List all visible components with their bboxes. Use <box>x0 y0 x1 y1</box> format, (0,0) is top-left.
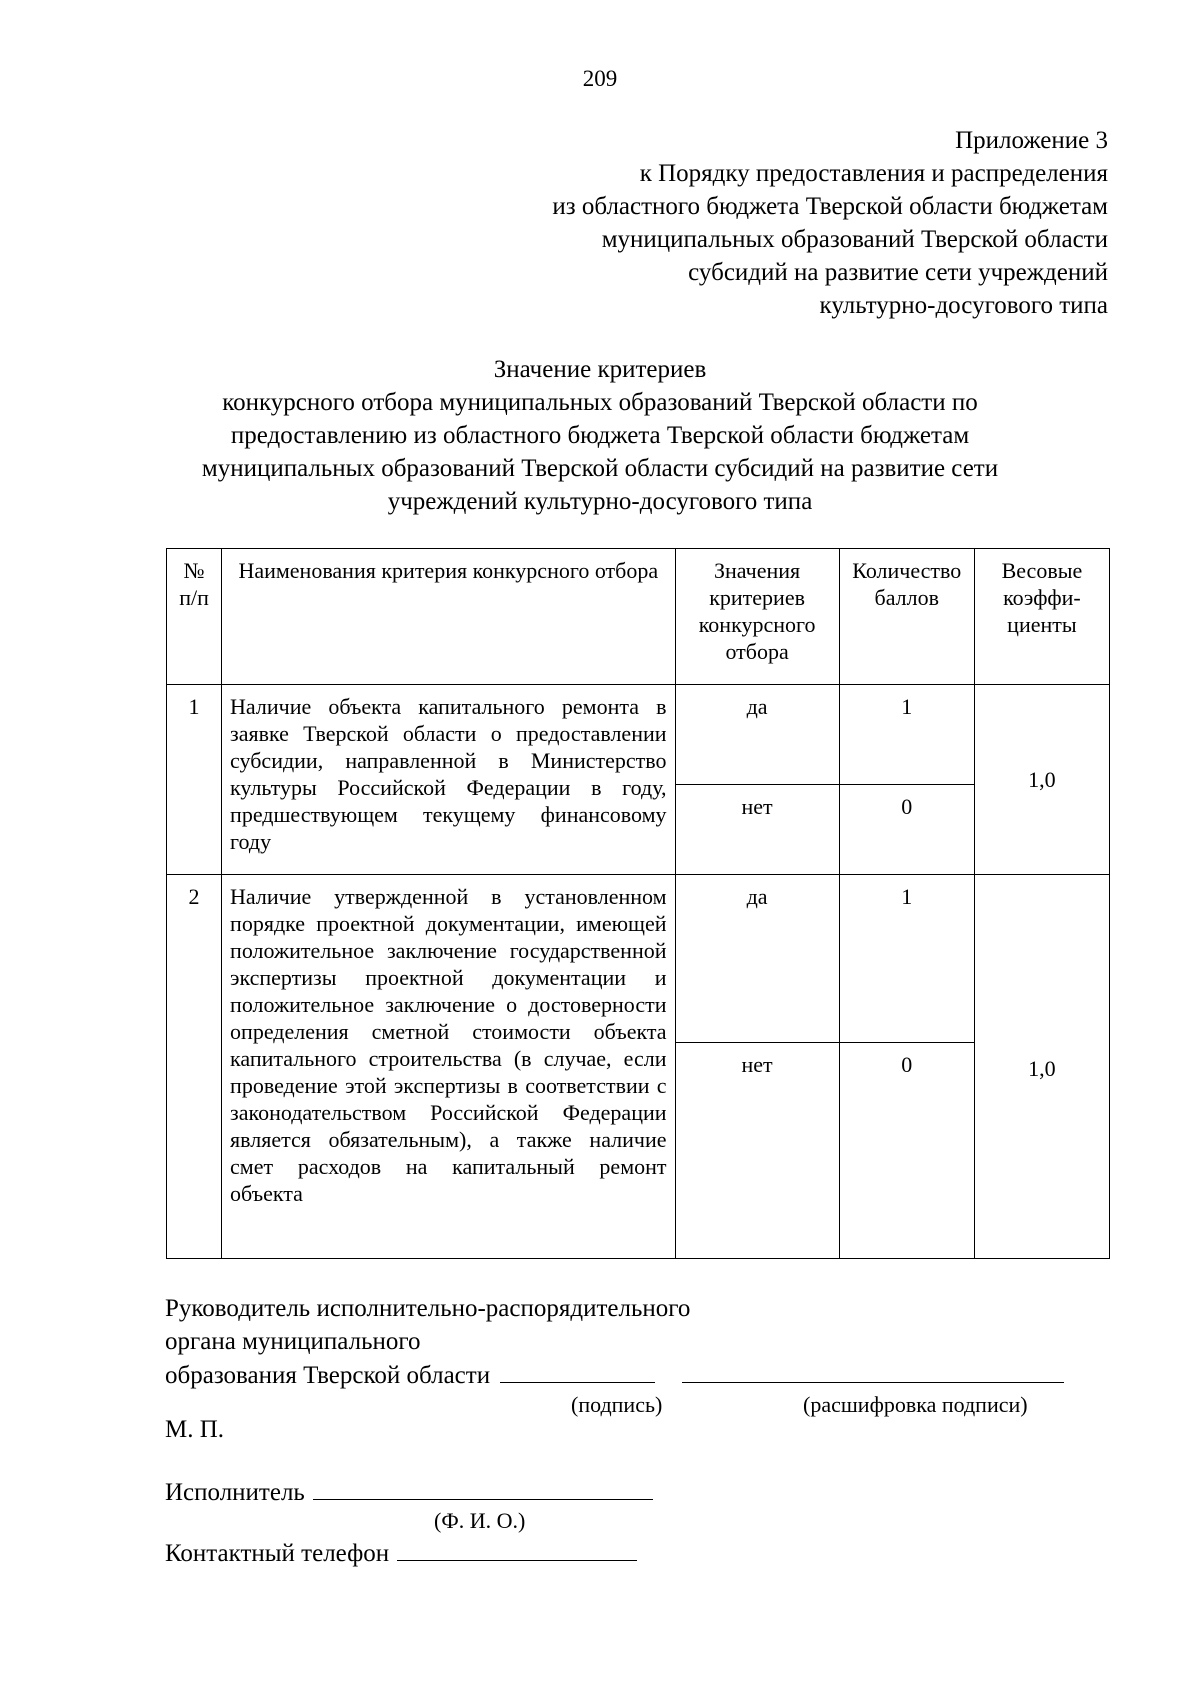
annex-line: культурно-досугового типа <box>819 292 1108 319</box>
signature-field[interactable] <box>500 1358 655 1383</box>
row-points-yes: 1 <box>839 875 974 1043</box>
header-values: Значения критериев конкурсного отбора <box>675 549 839 685</box>
signature-block <box>165 1292 1115 1392</box>
header-points: Количество баллов <box>839 549 974 685</box>
executor-line <box>165 1475 653 1507</box>
decode-hint: (расшифровка подписи) <box>803 1392 1028 1417</box>
head-line-3-text: образования Тверской области <box>165 1362 491 1389</box>
row-weight <box>974 875 1109 1259</box>
criteria-table <box>166 548 1110 1259</box>
row-value-yes: да <box>675 875 839 1043</box>
phone-label: Контактный телефон <box>165 1540 390 1567</box>
table-header-row <box>167 549 1110 685</box>
row-num: 1 <box>167 685 222 875</box>
title-line: учреждений культурно-досугового типа <box>387 488 813 515</box>
row-points-no: 0 <box>839 1043 974 1259</box>
executor-label: Исполнитель <box>165 1479 305 1506</box>
stamp-label: М. П. <box>165 1416 225 1443</box>
row-value-yes: да <box>675 685 839 785</box>
table-row <box>167 875 1110 1043</box>
phone-line <box>165 1536 637 1568</box>
page-number: 209 <box>582 66 618 91</box>
header-num: № п/п <box>167 549 222 685</box>
phone-field[interactable] <box>397 1536 637 1561</box>
table-row <box>167 685 1110 785</box>
head-line-1: Руководитель исполнительно-распорядительного <box>165 1295 691 1322</box>
document-title <box>150 353 1050 518</box>
head-line-2: органа муниципального <box>165 1328 421 1355</box>
row-weight-value: 1,0 <box>1028 1056 1056 1081</box>
header-name: Наименования критерия конкурсного отбора <box>222 549 675 685</box>
signature-hint: (подпись) <box>571 1392 663 1417</box>
executor-field[interactable] <box>313 1475 653 1500</box>
annex-line: к Порядку предоставления и распределения <box>639 160 1108 187</box>
header-weights: Весовые коэффи-циенты <box>974 549 1109 685</box>
row-weight: 1,0 <box>974 685 1109 875</box>
row-value-no: нет <box>675 1043 839 1259</box>
head-line-3 <box>165 1358 1115 1392</box>
row-num: 2 <box>167 875 222 1259</box>
row-criterion: Наличие утвержденной в установленном порядке проектной документации, имеющей положительное заключение государственной экспертизы проектной документации и положительное заключение о достоверности определения сметной стоимости объекта капитального строительства (в случае, если проведение этой экспертизы в соответствии с законодательством Российской Федерации является обязательным), а также наличие смет расходов на капитальный ремонт объекта <box>222 875 675 1259</box>
title-line: конкурсного отбора муниципальных образований Тверской области по <box>222 389 978 416</box>
annex-line: Приложение 3 <box>955 127 1108 154</box>
signature-decode-field[interactable] <box>682 1358 1064 1383</box>
title-line: Значение критериев <box>493 356 707 383</box>
annex-line: из областного бюджета Тверской области бюджетам <box>552 193 1108 220</box>
fio-hint: (Ф. И. О.) <box>434 1508 526 1533</box>
annex-line: муниципальных образований Тверской области <box>601 226 1108 253</box>
title-line: муниципальных образований Тверской области субсидий на развитие сети <box>201 455 999 482</box>
title-line: предоставлению из областного бюджета Тверской области бюджетам <box>230 422 970 449</box>
annex-block <box>552 124 1108 322</box>
row-points-no: 0 <box>839 785 974 875</box>
row-points-yes: 1 <box>839 685 974 785</box>
row-criterion: Наличие объекта капитального ремонта в заявке Тверской области о предоставлении субсидии, направленной в Министерство культуры Российской Федерации в году, предшествующем текущему финансовому году <box>222 685 675 875</box>
annex-line: субсидий на развитие сети учреждений <box>688 259 1108 286</box>
row-value-no: нет <box>675 785 839 875</box>
